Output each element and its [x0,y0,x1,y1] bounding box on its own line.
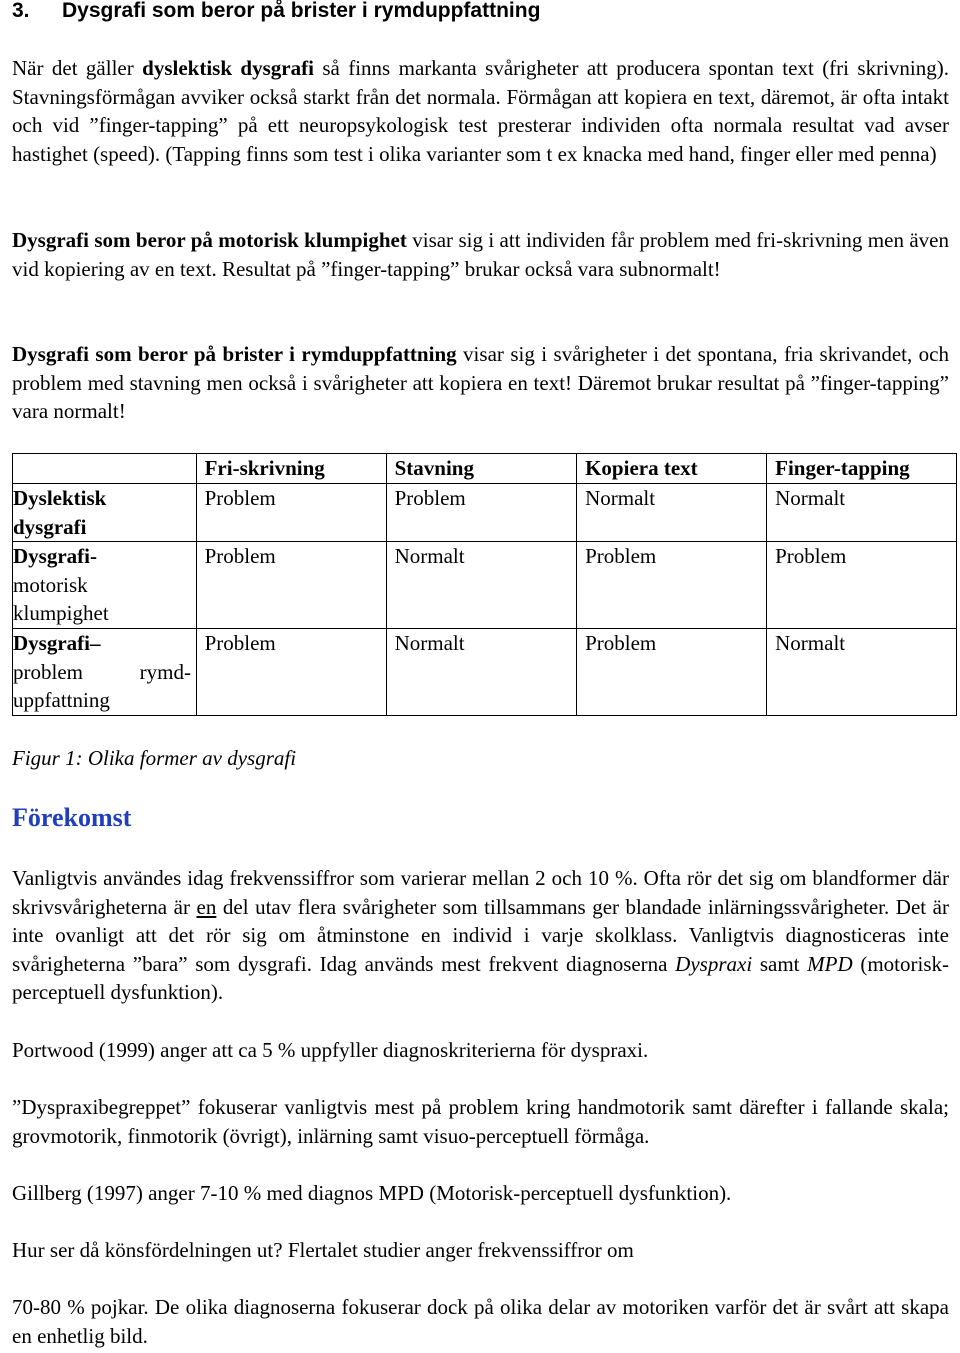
paragraph-motorisk [12,226,949,283]
section-heading [12,0,540,24]
subheading-forekomst: Förekomst [12,803,132,832]
row-label-rest: problem rymd-uppfattning [13,659,191,713]
para4-text-a: Vanligtvis användes idag frekvenssiffror som varierar mellan 2 och 10 %. Ofta rör det sig om blandformer där skrivsvårigheterna är [12,866,949,919]
table-cell: Normalt [577,484,767,542]
para3-text: visar sig i svårigheter i det spontana, fria skrivandet, och problem med stavning men också i svårigheter att kopiera en text! Däremot brukar resultat på ”finger-tapping” vara normalt! [12,342,949,424]
table-row [13,484,957,542]
paragraph-konsfordelning: Hur ser då könsfördelningen ut? Flertalet studier anger frekvenssiffror om [12,1238,634,1262]
section-number: 3. [12,0,30,22]
table-cell: Problem [577,629,767,716]
table-row-label [13,542,197,629]
row-label-bold: Dysgrafi– [13,631,101,656]
row-label-bold: Dysgrafi- [13,544,97,569]
para1-text-c: så finns markanta svårigheter att producera spontan text (fri skrivning). Stavningsförmågan avviker också starkt från det normala. Förmågan att kopiera en text, däremot, är ofta intakt och vid ”finger-tapping” på ett neuropsykologisk test presterar individen ofta normala resultat vad avser hastighet (speed). (Tapping finns som test i olika varianter som t ex knacka med hand, finger eller med penna) [12,56,949,166]
table-cell: Normalt [386,542,576,629]
table-cell: Problem [386,484,576,542]
table-header-row [13,454,957,484]
table-cell: Problem [196,629,386,716]
table-header-kopiera: Kopiera text [577,454,767,484]
table-cell: Problem [196,542,386,629]
para3-bold: Dysgrafi som beror på brister i rymduppfattning [12,342,457,366]
para4-text-d: (motorisk-perceptuell dysfunktion). [12,951,949,1005]
table-row-label [13,629,197,716]
table-cell: Normalt [386,629,576,716]
paragraph-dyspraxibegreppet: ”Dyspraxibegreppet” fokuserar vanligtvis mest på problem kring handmotorik samt därefter i fallande skala; grovmotorik, finmotorik (övrigt), inlärning samt visuo-perceptuell förmåga. [12,1095,949,1148]
paragraph-portwood: Portwood (1999) anger att ca 5 % uppfyller diagnoskriterierna för dyspraxi. [12,1038,649,1062]
paragraph-dyslektisk [12,54,949,168]
table-header-friskrivning: Fri-skrivning [196,454,386,484]
para1-text-a: När det gäller [12,56,143,80]
table-header-fingertapping: Finger-tapping [767,454,957,484]
table-cell: Problem [577,542,767,629]
dysgrafi-table [12,453,957,716]
para4-text-c: samt [752,951,808,976]
row-label-rest: dysgrafi [13,514,87,539]
table-header-stavning: Stavning [386,454,576,484]
table-cell: Normalt [767,484,957,542]
para2-text: visar sig i att individen får problem med fri-skrivning men även vid kopiering av en text. Resultat på ”finger-tapping” brukar också vara subnormalt! [12,228,949,281]
table-cell: Normalt [767,629,957,716]
para1-bold: dyslektisk dysgrafi [142,56,314,80]
figure-caption: Figur 1: Olika former av dysgrafi [12,746,297,770]
table-cell: Problem [196,484,386,542]
table-row [13,542,957,629]
para4-italic-mpd: MPD [807,951,853,976]
para2-bold: Dysgrafi som beror på motorisk klumpighet [12,228,407,252]
para4-italic-dyspraxi: Dyspraxi [675,951,753,976]
table-row [13,629,957,716]
paragraph-forekomst [12,864,949,1007]
table-row-label [13,484,197,542]
section-title: Dysgrafi som beror på brister i rymduppfattning [62,0,541,22]
table-cell: Problem [767,542,957,629]
paragraph-pojkar: 70-80 % pojkar. De olika diagnoserna fokuserar dock på olika delar av motoriken varför det är svårt att skapa en enhetlig bild. [12,1295,949,1348]
para4-text-b: del utav flera svårigheter som tillsammans ger blandade inlärningssvårigheter. Det är inte ovanligt att det rör sig om åtminstone en individ i varje skolklass. Vanligtvis diagnosticeras inte svårigheterna ”bara” som dysgrafi. Idag används mest frekvent diagnoserna [12,894,949,976]
row-label-rest: motorisk klumpighet [13,572,109,626]
row-label-bold: Dyslektisk [13,486,107,510]
paragraph-gillberg: Gillberg (1997) anger 7-10 % med diagnos MPD (Motorisk-perceptuell dysfunktion). [12,1181,732,1205]
table-header-empty [13,454,197,484]
paragraph-rymduppfattning [12,340,949,426]
para4-underlined: en [196,894,217,919]
